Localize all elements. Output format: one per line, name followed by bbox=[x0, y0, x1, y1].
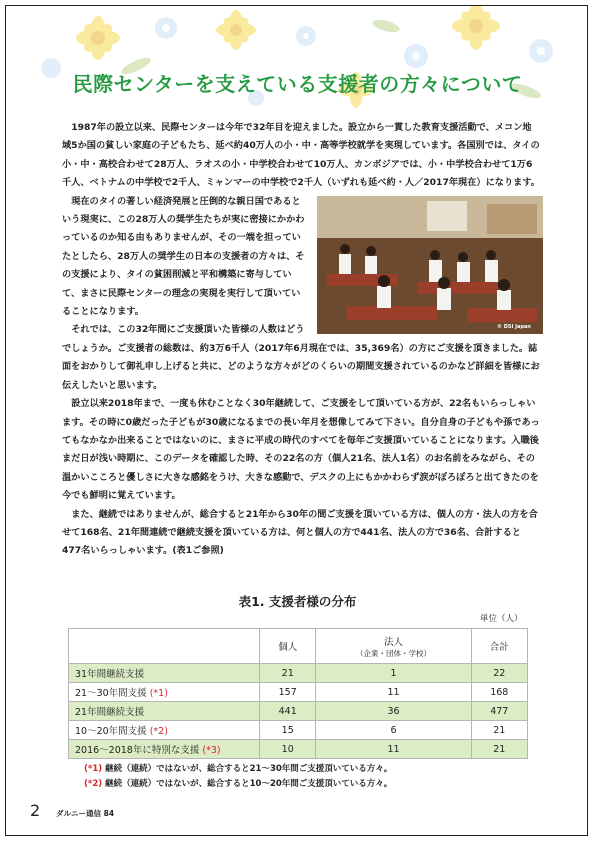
paragraph-intro: 1987年の設立以来、民際センターは今年で32年目を迎えました。設立から一貫した教育支援活動で、メコン地域5か国の貧しい家庭の子どもたち、延べ約40万人の小・中・高等学校就学を実現しています。各国別では、タイの小・中・高校合わせて28万人、ラオスの小・中学校合わせて10万人、カンボジアでは、小・中学校合わせて1万6千人、ベトナムの中学校で2千人、ミャンマーの中学校で2千人（いずれも延べ約・人／2017年現在）になります。 bbox=[62, 122, 540, 189]
photo-credit: © DSI Japan bbox=[497, 323, 531, 330]
cell-corporate: 6 bbox=[316, 721, 471, 740]
cell-total: 22 bbox=[471, 664, 527, 683]
table-row bbox=[69, 721, 528, 740]
cell-total: 168 bbox=[471, 683, 527, 702]
row-label-text: 31年間継続支援 bbox=[75, 669, 145, 680]
paragraph-30-years: 設立以来2018年まで、一度も休むことなく30年継続して、ご支援をして頂いている方が、22名もいらっしゃいます。その時に0歳だった子どもが30歳になるまでの長い年月を想像してみて下さい。自分自身の子どもや孫であってもなかなか出来ることではないのに、まさに平成の時代のすべてを毎年ご支援頂いていることになります。入職後まだ日が浅い時期に、このデータを確認した時、その22名の方（個人21名、法人1名）のお名前をみながら、その温かいこころと優しさに大きな感銘をうけ、大きな感動で、デスクの上にもかかわらず涙がぽろぽろと出てきたのを今でも鮮明に覚えています。 bbox=[62, 398, 540, 502]
row-mark: (*1) bbox=[149, 688, 168, 699]
header-corporate-sub: （企業・団体・学校） bbox=[355, 648, 431, 658]
table-row bbox=[69, 664, 528, 683]
cell-total: 21 bbox=[471, 740, 527, 759]
paragraph-supporters-total: それでは、この32年間にご支援頂いた皆様の人数はどうでしょうか。ご支援者の総数は、約3万6千人（2017年6月現在では、35,369名）の方にご支援を頂きました。誌面をおかりして御礼申し上げると共に、どのような方々がどのくらいの期間支援されているのかなど詳細を皆様にお伝えしたいと思います。 bbox=[62, 324, 540, 391]
cell-total: 477 bbox=[471, 702, 527, 721]
cell-individual: 10 bbox=[260, 740, 316, 759]
row-label bbox=[69, 664, 260, 683]
table-notes bbox=[84, 762, 392, 792]
cell-individual: 15 bbox=[260, 721, 316, 740]
row-label bbox=[69, 702, 260, 721]
magazine-name: ダルニー通信 84 bbox=[56, 809, 115, 818]
note-item bbox=[84, 777, 392, 792]
header-corporate-label: 法人 bbox=[383, 636, 403, 648]
row-label-text: 2016～2018年に特別な支援 bbox=[75, 745, 200, 756]
cell-total: 21 bbox=[471, 721, 527, 740]
paragraph-thailand: 現在のタイの著しい経済発展と圧倒的な親日国であるという現実に、この28万人の奨学生たちが実に密接にかかわっているのか知る由もありませんが、その一端を担っていたとしたら、28万人の奨学生の日本の支援者の方々は、その支援により、タイの貧困削減と平和構築に寄与していて、まさに民際センターの理念の実現を実行して頂いていることになります。 bbox=[62, 195, 305, 318]
paragraph-21-years: また、継続ではありませんが、総合すると21年から30年の間ご支援を頂いている方は、個人の方・法人の方を合せて168名、21年間連続で継続支援を頂いている方は、何と個人の方で441名、法人の方で36名、合計すると477名いらっしゃいます。(表1ご参照) bbox=[62, 508, 538, 557]
table-unit: 単位（人） bbox=[480, 614, 523, 624]
header-individual: 個人 bbox=[260, 629, 316, 664]
classroom-photo bbox=[317, 196, 543, 334]
row-label bbox=[69, 740, 260, 759]
cell-corporate: 1 bbox=[316, 664, 471, 683]
table-header-row bbox=[69, 629, 528, 664]
header-total: 合計 bbox=[471, 629, 527, 664]
row-label-text: 21年間継続支援 bbox=[75, 707, 145, 718]
row-mark: (*2) bbox=[149, 726, 168, 737]
cell-corporate: 11 bbox=[316, 740, 471, 759]
cell-individual: 21 bbox=[260, 664, 316, 683]
cell-corporate: 11 bbox=[316, 683, 471, 702]
table-row bbox=[69, 702, 528, 721]
note-text: 継続（連続）ではないが、総合すると21～30年間ご支援頂いている方々。 bbox=[105, 764, 393, 774]
page-title: 民際センターを支えている支援者の方々について bbox=[72, 72, 523, 96]
row-label bbox=[69, 683, 260, 702]
row-label-text: 21～30年間支援 bbox=[75, 688, 147, 699]
page-number: 2 bbox=[30, 801, 41, 820]
row-label-text: 10～20年間支援 bbox=[75, 726, 147, 737]
cell-individual: 441 bbox=[260, 702, 316, 721]
supporter-distribution-table bbox=[68, 628, 528, 759]
flower-banner-illustration bbox=[6, 6, 588, 116]
cell-corporate: 36 bbox=[316, 702, 471, 721]
note-mark: (*1) bbox=[84, 764, 103, 774]
table-title: 表1. 支援者様の分布 bbox=[238, 594, 357, 609]
article-body bbox=[62, 119, 540, 561]
note-mark: (*2) bbox=[84, 779, 103, 789]
note-text: 継続（連続）ではないが、総合すると10～20年間ご支援頂いている方々。 bbox=[105, 779, 393, 789]
row-label bbox=[69, 721, 260, 740]
header-corporate bbox=[316, 629, 471, 664]
table-row bbox=[69, 683, 528, 702]
table-row bbox=[69, 740, 528, 759]
header-empty bbox=[69, 629, 260, 664]
row-mark: (*3) bbox=[202, 745, 221, 756]
note-item bbox=[84, 762, 392, 777]
cell-individual: 157 bbox=[260, 683, 316, 702]
